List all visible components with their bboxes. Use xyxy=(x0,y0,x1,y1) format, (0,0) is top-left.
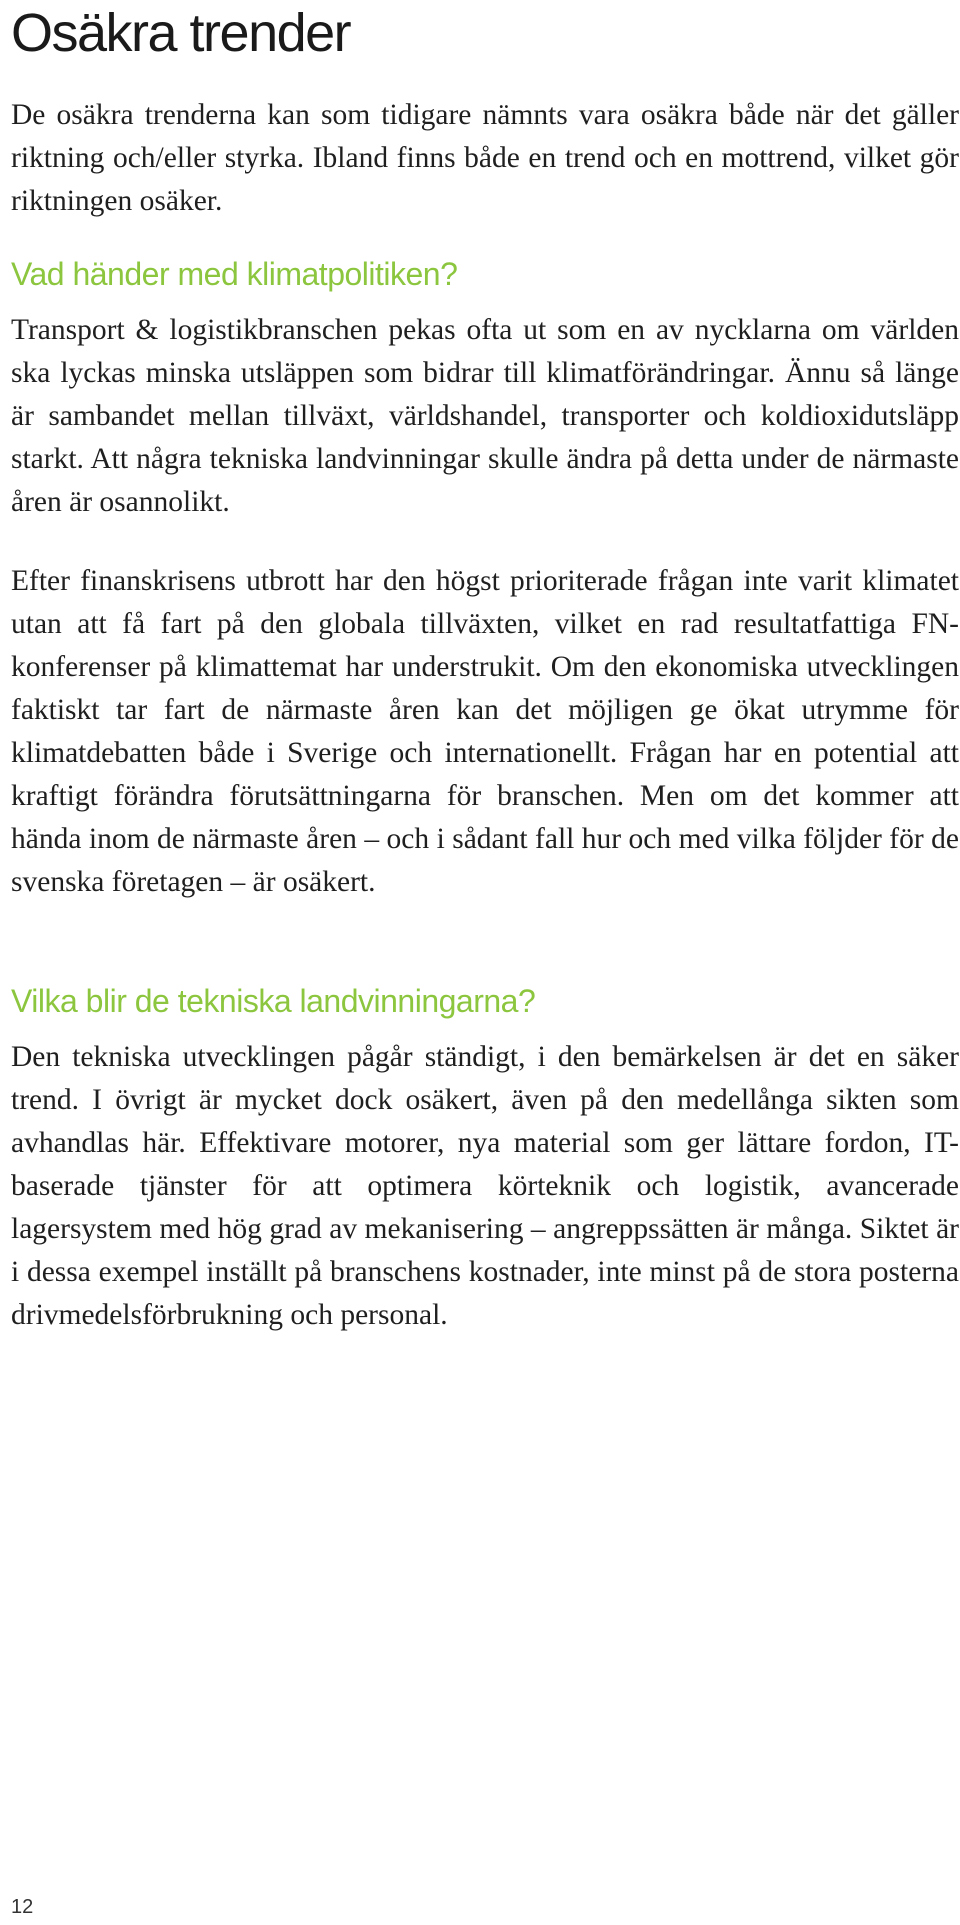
page-number: 12 xyxy=(11,1896,34,1918)
climate-paragraph-2: Efter finanskrisens utbrott har den högst prioriterade frågan inte varit klimatet utan att få fart på den globala tillväxten, vilket en rad resultatfattiga FN-konferenser på klimattemat har understrukit. Om den ekonomiska utvecklingen faktiskt tar fart de närmaste åren kan det möjligen ge ökat utrymme för klimatdebatten både i Sverige och internationellt. Frågan har en potential att kraftigt förändra förutsättningarna för branschen. Men om det kommer att hända inom de närmaste åren – och i sådant fall hur och med vilka följder för de svenska företagen – är osäkert. xyxy=(11,565,959,898)
climate-paragraph-1: Transport & logistikbranschen pekas ofta ut som en av nycklarna om världen ska lyckas minska utsläppen som bidrar till klimatförändringar. Ännu så länge är sambandet mellan tillväxt, världshandel, transporter och koldioxidutsläpp starkt. Att några tekniska landvinningar skulle ändra på detta under de närmaste åren är osannolikt. xyxy=(11,314,959,518)
section-heading-technical-advances: Vilka blir de tekniska landvinningarna? xyxy=(11,983,536,1019)
intro-paragraph: De osäkra trenderna kan som tidigare nämnts vara osäkra både när det gäller riktning och/eller styrka. Ibland finns både en trend och en mottrend, vilket gör riktningen osäker. xyxy=(11,99,959,217)
page-title: Osäkra trender xyxy=(11,3,351,63)
section-heading-climate-policy: Vad händer med klimatpolitiken? xyxy=(11,256,458,292)
technology-paragraph: Den tekniska utvecklingen pågår ständigt, i den bemärkelsen är det en säker trend. I övrigt är mycket dock osäkert, även på den medellånga sikten som avhandlas här. Effektivare motorer, nya material som ger lättare fordon, IT-baserade tjänster för att optimera körteknik och logistik, avancerade lagersystem med hög grad av mekanisering – angreppssätten är många. Siktet är i dessa exempel inställt på branschens kostnader, inte minst på de stora posterna drivmedelsförbrukning och personal. xyxy=(11,1041,959,1331)
